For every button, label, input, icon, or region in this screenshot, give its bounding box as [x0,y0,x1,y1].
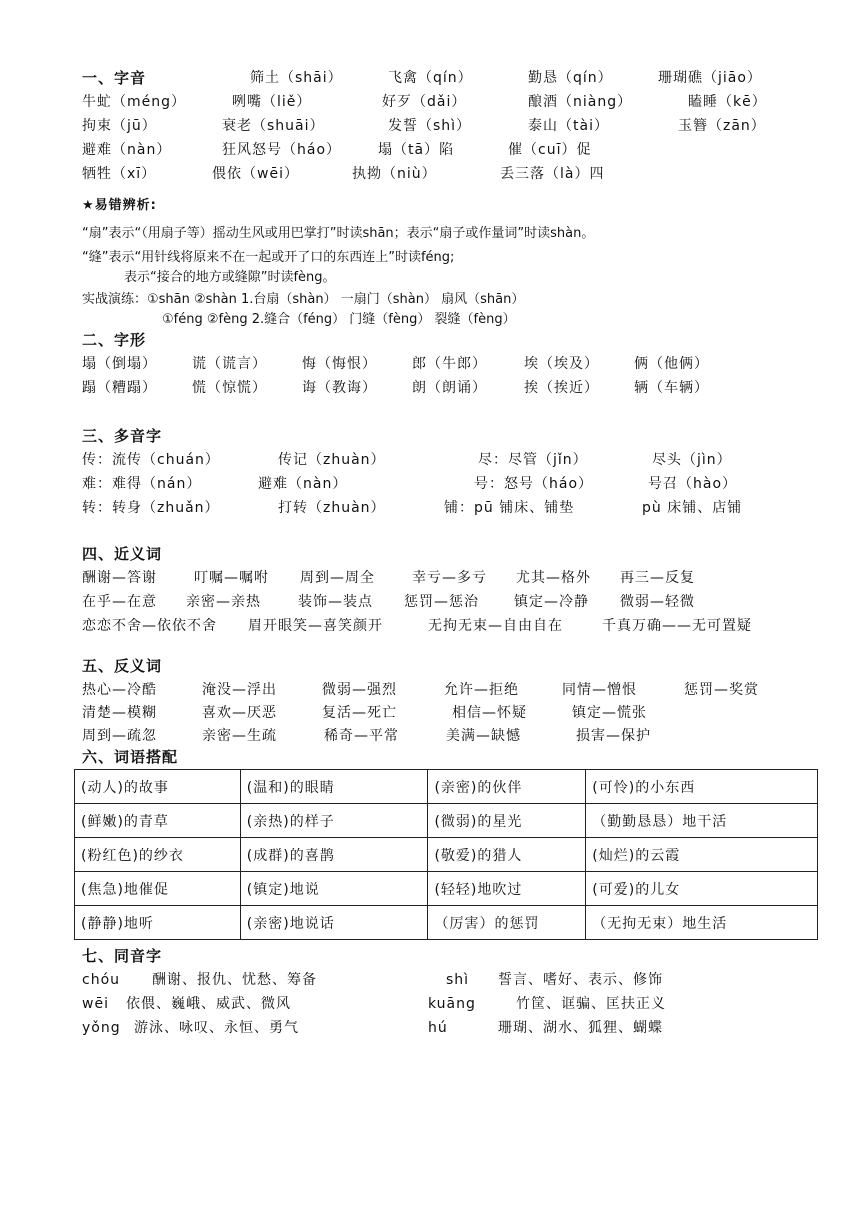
table-cell: (焦急)地催促 [75,872,241,906]
homophone-list: 游泳、咏叹、永恒、勇气 [134,1020,299,1036]
table-cell: (可怜)的小东西 [586,770,818,804]
section-homophones [82,944,822,1040]
homophone-list: 依偎、巍峨、威武、微风 [126,996,291,1012]
word-pair: 镇定—慌张 [572,705,647,721]
section-antonyms [82,654,822,747]
word-item: 塌（tā）陷 [378,142,455,158]
word-item: 瞌睡（kē） [688,94,767,110]
table-cell: (敬爱)的猎人 [428,838,586,872]
analysis-line: “扇”表示“（用扇子等）摇动生风或用巴掌打”时读shān；表示“扇子或作量词”时读shàn。 [82,226,595,241]
pinyin-label: shì [446,972,470,988]
word-pair: 同情—憎恨 [562,682,637,698]
word-item: 埃（埃及） [524,356,599,372]
word-pair: 亲密—生疏 [202,728,277,744]
pinyin-label: hú [428,1020,448,1036]
word-pair: 周到—周全 [300,570,375,586]
table-cell: (动人)的故事 [75,770,241,804]
word-pair: 酬谢—答谢 [82,570,157,586]
table-cell: (成群)的喜鹊 [240,838,428,872]
collocation-table [74,769,818,940]
word-item: 避难（nàn） [258,476,348,492]
word-pair: 再三—反复 [620,570,695,586]
word-item: 狂风怒号（háo） [222,142,342,158]
word-item: 催（cuī）促 [508,142,592,158]
section-error-analysis [82,194,822,330]
table-row [75,770,818,804]
word-item: 勤恳（qín） [528,70,613,86]
word-pair: 尤其—格外 [516,570,591,586]
table-cell: (鲜嫩)的青草 [75,804,241,838]
word-item: 偎依（wēi） [212,166,299,182]
table-cell: （厉害）的惩罚 [428,906,586,940]
word-pair: 亲密—亲热 [186,594,261,610]
word-item: 号：怒号（háo） [474,476,594,492]
word-item: 泰山（tài） [528,118,609,134]
word-item: 衰老（shuāi） [222,118,325,134]
word-item: 避难（nàn） [82,142,172,158]
word-item: 转：转身（zhuǎn） [82,500,220,516]
word-item: 传记（zhuàn） [278,452,386,468]
pinyin-label: kuāng [428,996,476,1012]
word-item: 尽头（jìn） [652,452,732,468]
word-pair: 复活—死亡 [322,705,397,721]
homophone-list: 竹筐、诓骗、匡扶正义 [516,996,666,1012]
word-item: 传：流传（chuán） [82,452,220,468]
word-pair: 装饰—装点 [298,594,373,610]
pinyin-label: yǒng [82,1020,121,1036]
word-pair: 允许—拒绝 [444,682,519,698]
section-title: 三、多音字 [82,427,163,445]
word-pair: 惩罚—惩治 [404,594,479,610]
word-item: pù 床铺、店铺 [642,500,743,516]
section-title: 六、词语搭配 [82,748,179,766]
word-item: 慌（惊慌） [192,380,267,396]
table-row [75,906,818,940]
word-pair: 惩罚—奖赏 [684,682,759,698]
table-cell: （无拘无束）地生活 [586,906,818,940]
word-pair: 损害—保护 [576,728,651,744]
word-item: 酿酒（niàng） [528,94,633,110]
section-title: 四、近义词 [82,545,163,563]
table-cell: (可爱)的儿女 [586,872,818,906]
word-item: 丢三落（là）四 [500,166,605,182]
word-item: 号召（hào） [648,476,738,492]
word-item: 好歹（dǎi） [382,94,467,110]
word-item: 玉簪（zān） [678,118,766,134]
word-pair: 千真万确——无可置疑 [602,618,752,634]
section-synonyms [82,542,822,638]
word-item: 俩（他俩） [634,356,709,372]
analysis-line: “缝”表示“用针线将原来不在一起或开了口的东西连上”时读féng; [82,250,455,265]
word-item: 郎（牛郎） [412,356,487,372]
word-item: 筛土（shāi） [250,70,343,86]
pinyin-label: wēi [82,996,109,1012]
word-item: 辆（车辆） [634,380,709,396]
word-pair: 热心—冷酷 [82,682,157,698]
word-item: 拘束（jū） [82,118,157,134]
word-pair: 美满—缺憾 [446,728,521,744]
section-pronunciation [82,66,822,186]
word-pair: 淹没—浮出 [202,682,277,698]
word-pair: 无拘无束—自由自在 [428,618,563,634]
word-pair: 在乎—在意 [82,594,157,610]
table-cell: (静静)地听 [75,906,241,940]
table-cell: (轻轻)地吹过 [428,872,586,906]
word-item: 铺：pū 铺床、铺垫 [444,500,575,516]
table-row [75,838,818,872]
table-row [75,804,818,838]
word-pair: 稀奇—平常 [324,728,399,744]
section-title: 七、同音字 [82,947,163,965]
word-pair: 喜欢—厌恶 [202,705,277,721]
word-item: 难：难得（nán） [82,476,202,492]
practice-line: 实战演练：①shān ②shàn 1.台扇（shàn） 一扇门（shàn） 扇风（shān） [82,292,525,307]
homophone-list: 酬谢、报仇、忧愁、筹备 [152,972,317,988]
homophone-list: 珊瑚、湖水、狐狸、蝴蝶 [498,1020,663,1036]
word-item: 悔（悔恨） [302,356,377,372]
word-item: 诲（教诲） [302,380,377,396]
homophone-list: 誓言、嗜好、表示、修饰 [498,972,663,988]
table-cell: （勤勤恳恳）地干活 [586,804,818,838]
word-item: 朗（朗诵） [412,380,487,396]
word-item: 塌（倒塌） [82,356,157,372]
word-pair: 恋恋不舍—依依不舍 [82,618,217,634]
word-pair: 叮嘱—嘱咐 [194,570,269,586]
word-pair: 眉开眼笑—喜笑颜开 [248,618,383,634]
word-item: 珊瑚礁（jiāo） [658,70,762,86]
section-polyphonic [82,424,822,520]
table-cell: (亲密)地说话 [240,906,428,940]
table-cell: (亲密)的伙伴 [428,770,586,804]
word-pair: 微弱—强烈 [322,682,397,698]
table-cell: (粉红色)的纱衣 [75,838,241,872]
word-item: 挨（挨近） [524,380,599,396]
section-glyph [82,328,822,400]
word-item: 发誓（shì） [388,118,472,134]
section-title: ★易错辨析: [82,198,157,213]
table-cell: (温和)的眼睛 [240,770,428,804]
table-cell: (灿烂)的云霞 [586,838,818,872]
section-title: 五、反义词 [82,657,163,675]
word-item: 谎（谎言） [192,356,267,372]
word-item: 执拗（niù） [352,166,437,182]
table-cell: (亲热)的样子 [240,804,428,838]
word-item: 尽：尽管（jǐn） [478,452,588,468]
word-pair: 相信—怀疑 [452,705,527,721]
word-item: 飞禽（qín） [388,70,473,86]
pinyin-label: chóu [82,972,121,988]
section-title: 二、字形 [82,331,147,349]
word-item: 牺牲（xī） [82,166,157,182]
section-collocation [82,746,822,768]
analysis-line: 表示“接合的地方或缝隙”时读fèng。 [124,270,336,285]
word-pair: 幸亏—多亏 [412,570,487,586]
word-item: 蹋（糟蹋） [82,380,157,396]
word-pair: 周到—疏忽 [82,728,157,744]
word-item: 咧嘴（liě） [232,94,312,110]
table-cell: (微弱)的星光 [428,804,586,838]
table-row [75,872,818,906]
word-item: 打转（zhuàn） [278,500,386,516]
word-item: 牛虻（méng） [82,94,187,110]
practice-line: ①féng ②fèng 2.缝合（féng） 门缝（fèng） 裂缝（fèng） [162,312,516,327]
word-pair: 微弱—轻微 [620,594,695,610]
section-title: 一、字音 [82,69,147,87]
table-cell: (镇定)地说 [240,872,428,906]
word-pair: 镇定—冷静 [514,594,589,610]
word-pair: 清楚—模糊 [82,705,157,721]
